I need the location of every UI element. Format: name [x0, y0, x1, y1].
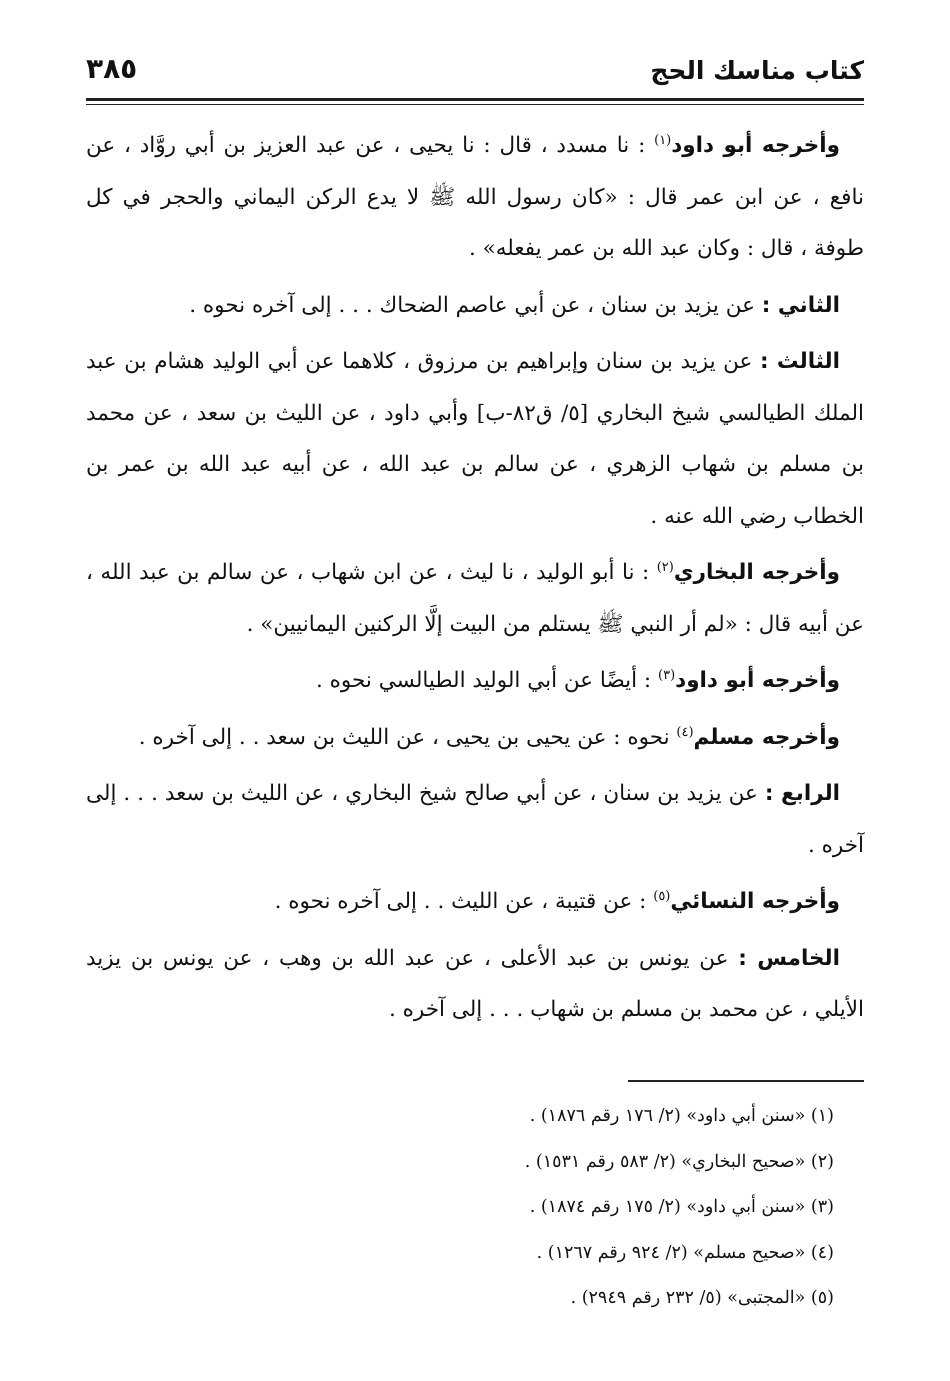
paragraph-lead: الثاني : — [761, 292, 840, 318]
book-title: كتاب مناسك الحج — [650, 56, 864, 85]
paragraph-text: : نا أبو الوليد ، نا ليث ، عن ابن شهاب ، عن سالم بن عبد الله ، عن أبيه قال : «لم أر النبي ﷺ يستلم من البيت إلَّا الركنين اليمانيين» . — [86, 560, 864, 637]
paragraph — [86, 768, 864, 871]
paragraph-lead: وأخرجه أبو داود — [675, 668, 840, 693]
paragraph — [86, 655, 864, 707]
footnote-ref: (٢) — [656, 559, 674, 575]
page-number: ٣٨٥ — [86, 52, 138, 85]
main-text — [86, 120, 864, 1041]
paragraph-text: عن يزيد بن سنان ، عن أبي عاصم الضحاك . . . إلى آخره نحوه . — [189, 292, 762, 318]
footnote-ref: (٥) — [653, 888, 671, 904]
paragraph — [86, 933, 864, 1036]
paragraph-lead: وأخرجه البخاري — [673, 560, 840, 585]
paragraph — [86, 712, 864, 764]
paragraph-text: نحوه : عن يحيى بن يحيى ، عن الليث بن سعد . . إلى آخره . — [138, 724, 677, 750]
paragraph-text: عن يونس بن عبد الأعلى ، عن عبد الله بن وهب ، عن يونس بن يزيد الأيلي ، عن محمد بن مسلم بن شهاب . . . إلى آخره . — [86, 945, 864, 1022]
paragraph — [86, 876, 864, 928]
footnote: (٣) «سنن أبي داود» (٢/ ١٧٥ رقم ١٨٧٤) . — [529, 1197, 834, 1217]
paragraph-text: : نا مسدد ، قال : نا يحيى ، عن عبد العزيز بن أبي روَّاد ، عن نافع ، عن ابن عمر قال : «كان رسول الله ﷺ لا يدع الركن اليماني والحجر في كل طوفة ، قال : وكان عبد الله بن عمر يفعله» . — [86, 133, 864, 261]
paragraph-lead: وأخرجه مسلم — [693, 724, 840, 750]
paragraph-text: : عن قتيبة ، عن الليث . . إلى آخره نحوه . — [274, 889, 654, 914]
paragraph-lead: الرابع : — [764, 781, 841, 806]
footnote: (٥) «المجتبى» (٥/ ٢٣٢ رقم ٢٩٤٩) . — [570, 1288, 834, 1308]
paragraph — [86, 280, 864, 332]
paragraph — [86, 547, 864, 650]
footnote-ref: (٣) — [658, 667, 676, 683]
footnote: (٢) «صحيح البخاري» (٢/ ٥٨٣ رقم ١٥٣١) . — [524, 1151, 834, 1172]
footnotes — [86, 1094, 864, 1322]
footnote-ref: (١) — [654, 132, 672, 148]
paragraph-text: عن يزيد بن سنان ، عن أبي صالح شيخ البخاري ، عن الليث بن سعد . . . إلى آخره . — [86, 781, 864, 858]
paragraph-text: : أيضًا عن أبي الوليد الطيالسي نحوه . — [315, 668, 659, 693]
header-rule — [86, 98, 864, 101]
footnote: (٤) «صحيح مسلم» (٢/ ٩٢٤ رقم ١٢٦٧) . — [536, 1242, 834, 1263]
footnote-ref: (٤) — [676, 724, 694, 740]
footnote-separator — [628, 1080, 864, 1082]
paragraph-lead: الخامس : — [738, 945, 840, 971]
paragraph — [86, 336, 864, 542]
paragraph — [86, 120, 864, 275]
paragraph-text: عن يزيد بن سنان وإبراهيم بن مرزوق ، كلاهما عن أبي الوليد هشام بن عبد الملك الطيالسي شيخ البخاري [٥/ ق٨٢-ب] وأبي داود ، عن الليث بن سعد ، عن محمد بن مسلم بن شهاب الزهري ، عن سالم بن عبد الله ، عن أبيه عبد الله بن عمر بن الخطاب رضي الله عنه . — [86, 349, 864, 529]
paragraph-lead: وأخرجه أبو داود — [671, 133, 840, 158]
page-header — [86, 50, 864, 94]
paragraph-lead: الثالث : — [760, 349, 840, 374]
footnote: (١) «سنن أبي داود» (٢/ ١٧٦ رقم ١٨٧٦) . — [529, 1106, 834, 1126]
paragraph-lead: وأخرجه النسائي — [670, 889, 840, 914]
header-rule-thin — [86, 104, 864, 105]
